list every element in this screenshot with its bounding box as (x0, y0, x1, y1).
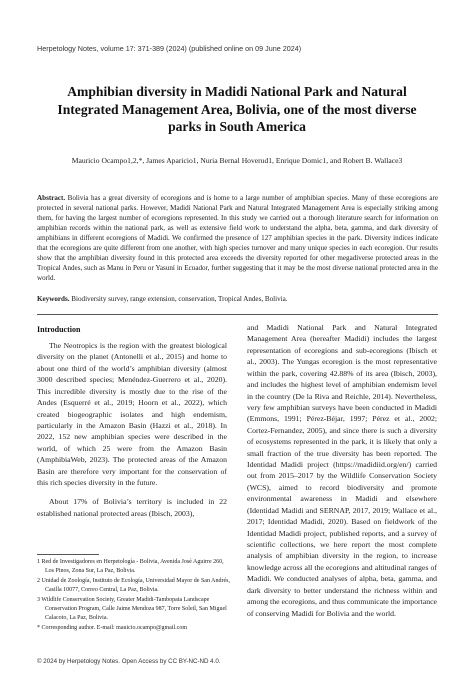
abstract-text: Bolivia has a great diversity of ecoregions and is home to a large number of amphibian species. Many of these ecoregions are protected in several national parks. However, Madidi National Park and Natural Integrated Management Area is especially striking among them, for having the largest number of ecoregions represented. In this study we carried out a thorough literature search for information on amphibian records within the national park, as well as extensive field work to understand the alpha, beta, gamma, and dark diversity of amphibians in different ecoregions of Madidi. We confirmed the presence of 127 amphibian species in the park. Diversity indices indicate that the ecoregions are quite different from one another, with high species turnover and many unique species in each ecoregion. Our results show that the amphibian diversity found in this protected area exceeds the diversity reported for other megadiverse protected areas in the Tropical Andes, such as Manu in Peru or Yasuní in Ecuador, further suggesting that it may be the most diverse national protected area in the world. (37, 194, 438, 283)
author-list: Mauricio Ocampo1,2,*, James Aparicio1, Nuria Bernal Hoverud1, Enrique Domic1, and Robert B. Wallace3 (71, 156, 403, 165)
article-title: Amphibian diversity in Madidi National Park and Natural Integrated Management Area, Bolivia, one of the most diverse parks in South America (57, 84, 417, 134)
footnote-affiliation-1: 1 Red de Investigadores en Herpetología - Bolivia, Avenida José Aguirre 260, Los Pinos, Zona Sur, La Paz, Bolivia. (37, 559, 224, 574)
section-divider (37, 314, 438, 315)
footnote-divider (37, 554, 99, 555)
section-heading-introduction: Introduction (37, 325, 81, 334)
intro-paragraph: About 17% of Bolivia’s territory is included in 22 established national protected areas (Ibisch, 2003), (37, 497, 227, 518)
journal-header: Herpetology Notes, volume 17: 371-389 (2024) (published online on 09 June 2024) (37, 44, 302, 53)
intro-paragraph: and Madidi National Park and Natural Integrated Management Area (hereafter Madidi) includes the largest representation of ecoregions and sub-ecoregions (Ibisch et al., 2003). The Yungas ecoregion is the most representative within the park, covering 42.88% of its area (Ibisch, 2003), and includes the highest level of amphibian endemism level in the country (De la Riva and Reichle, 2014). Nevertheless, very few amphibian surveys have been conducted in Madidi (Emmons, 1991; Pérez-Béjar, 1997; Pérez et al., 2002; Cortez-Fernandez, 2005), and since there is such a diversity of ecosystems represented in the park, it is likely that only a small fraction of the true diversity has been reported. The Identidad Madidi project (https://madidiid.org/en/) carried out from 2015–2017 by the Wildlife Conservation Society (WCS), aimed to record biodiversity and promote environmental awareness in Madidi and elsewhere (Identidad Madidi and SERNAP, 2017, 2019; Wallace et al., 2017; Identidad Madidi, 2020). Based on fieldwork of the Identidad Madidi project, published reports, and a survey of scientific collections, we here report the most complete analysis of amphibian diversity in the region, to increase knowledge across all the ecoregions and altitudinal ranges of Madidi. We conducted analyses of alpha, beta, gamma, and dark diversity to better understand the richness within and among the ecoregions, and thus communicate the importance of conserving Madidi for Bolivia and the world. (247, 323, 437, 618)
footnote-corresponding-author: * Corresponding author. E-mail: mauicio.ocampo@gmail.com (37, 625, 187, 632)
keywords (37, 294, 438, 304)
right-column (247, 322, 437, 619)
footnote-affiliation-3: 3 Wildlife Conservation Society, Greater Madidi-Tambopata Landscape Conservation Program, Calle Jaime Mendoza 987, Torre Soleil, San Miguel Calacoto, La Paz, Bolivia. (37, 597, 227, 621)
footnote-affiliation-2: 2 Unidad de Zoología, Instituto de Ecología, Universidad Mayor de San Andrés, Casilla 10077, Correo Central, La Paz, Bolivia. (37, 578, 230, 593)
footnotes (37, 558, 232, 633)
keywords-label: Keywords. (37, 295, 70, 303)
copyright-notice: © 2024 by Herpetology Notes. Open Access by CC BY-NC-ND 4.0. (37, 658, 221, 665)
abstract (37, 193, 438, 283)
abstract-label: Abstract. (37, 194, 66, 202)
keywords-text: Biodiversity survey, range extension, conservation, Tropical Andes, Bolivia. (69, 295, 288, 303)
left-column (37, 340, 227, 519)
intro-paragraph: The Neotropics is the region with the greatest biological diversity on the planet (Antonelli et al., 2015) and home to about one third of the world’s amphibian diversity (almost 3000 described species; Menéndez-Guerrero et al., 2020). This incredible diversity is mostly due to the rise of the Andes (Esquerré et al., 2019; Hoorn et al., 2022), which created biogeographic isolates and high endemism, particularly in the Amazon Basin (Hazzi et al., 2018). In 2022, 152 new amphibian species were described in the world, of which 25 were from the Amazon Basin (AmphibiaWeb, 2023). The protected areas of the Amazon Basin are therefore very important for the conservation of this rich species diversity in the future. (37, 341, 227, 488)
